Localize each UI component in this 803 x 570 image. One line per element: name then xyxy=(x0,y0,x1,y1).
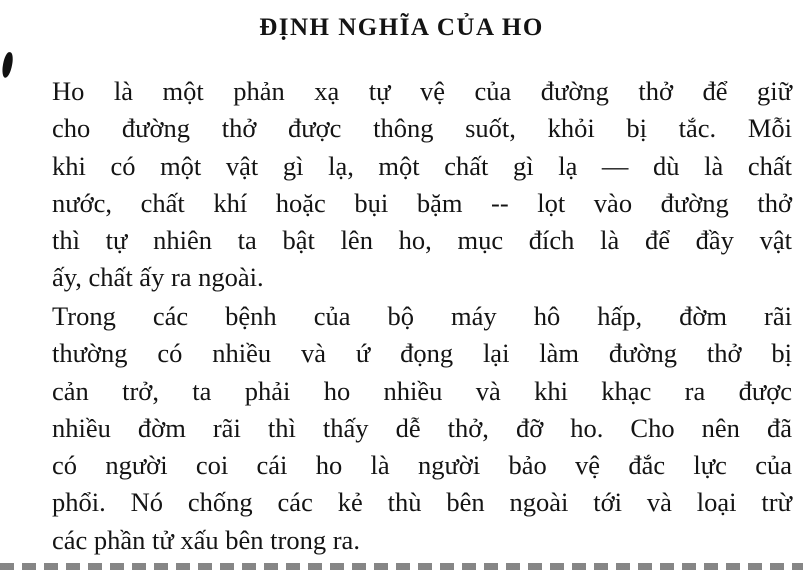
paragraph-line: ấy, chất ấy ra ngoài. xyxy=(52,262,264,293)
paragraph-line: nhiều đờm rãi thì thấy dễ thở, đỡ ho. Cho nên đã xyxy=(52,412,792,443)
paragraph-1 xyxy=(52,73,792,297)
paragraph-line: Ho là một phản xạ tự vệ của đường thở để giữ xyxy=(52,76,792,106)
cut-off-next-line xyxy=(0,563,803,570)
paragraph-line: thường có nhiều và ứ đọng lại làm đường thở bị xyxy=(52,338,792,369)
paragraph-line: các phần tử xấu bên trong ra. xyxy=(52,524,360,555)
paragraph-line: cản trở, ta phải ho nhiều và khi khạc ra được xyxy=(52,375,792,406)
paragraph-2 xyxy=(52,298,792,559)
page-title: ĐỊNH NGHĨA CỦA HO xyxy=(259,14,544,41)
paragraph-line: nước, chất khí hoặc bụi bặm -- lọt vào đường thở xyxy=(52,187,792,218)
paragraph-line: Trong các bệnh của bộ máy hô hấp, đờm rãi xyxy=(52,301,792,331)
paragraph-line: cho đường thở được thông suốt, khỏi bị tắc. Mỗi xyxy=(52,113,792,144)
paragraph-line: khi có một vật gì lạ, một chất gì lạ — dù là chất xyxy=(52,150,792,181)
paragraph-line: phổi. Nó chống các kẻ thù bên ngoài tới và loại trừ xyxy=(52,487,792,518)
paragraph-line: thì tự nhiên ta bật lên ho, mục đích là để đầy vật xyxy=(52,225,792,256)
ink-blot xyxy=(1,51,14,78)
paragraph-line: có người coi cái ho là người bảo vệ đắc lực của xyxy=(52,450,792,481)
